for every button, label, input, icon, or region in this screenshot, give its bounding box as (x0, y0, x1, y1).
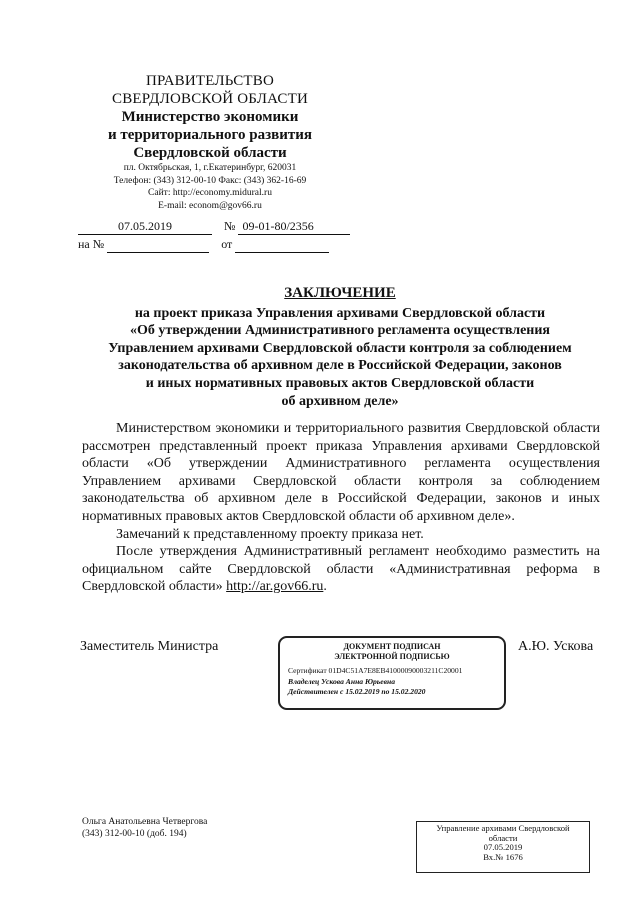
executor-info (82, 817, 207, 840)
paragraph-1: Министерством экономики и территориального развития Свердловской области рассмотрен представленный проект приказа Управления архивами Свердловской области «Об утверждении Административного регламента осуществления Управлением архивами Свердловской области контроля за соблюдением законодательства об архивном деле в Российской Федерации, законов и иных нормативных правовых актов Свердловской области об архивном деле». (82, 421, 600, 524)
incoming-registration-stamp (416, 821, 590, 873)
registration-number: 09-01-80/2356 (238, 219, 350, 235)
website: Сайт: http://economy.midural.ru (148, 188, 272, 198)
stamp-heading-1: ДОКУМЕНТ ПОДПИСАН (343, 642, 441, 651)
stamp-validity: Действителен с 15.02.2019 по 15.02.2020 (288, 687, 426, 696)
registration-date: 07.05.2019 (78, 219, 212, 235)
title-line: на проект приказа Управления архивами Свердловской области (134, 305, 546, 321)
paragraph-2: Замечаний к представленному проекту приказа нет. (116, 526, 424, 542)
ministry-line-3: Свердловской области (133, 145, 287, 161)
number-label: № (224, 219, 236, 233)
incoming-date: 07.05.2019 (483, 842, 523, 853)
title-line: об архивном деле» (281, 393, 399, 409)
stamp-certificate: Сертификат 01D4C51A7E8EB41000090003211C20001 (288, 666, 463, 675)
title-line: законодательства об архивном деле в Российской Федерации, законов (118, 358, 562, 374)
title-line: Управлением архивами Свердловской области контроля за соблюдением (108, 340, 572, 356)
incoming-org-line-1: Управление архивами Свердловской (436, 823, 570, 833)
stamp-heading-2: ЭЛЕКТРОННОЙ ПОДПИСЬЮ (334, 652, 450, 661)
from-label: от (221, 237, 233, 251)
incoming-number: Вх.№ 1676 (483, 851, 523, 862)
title-main: ЗАКЛЮЧЕНИЕ (284, 285, 396, 301)
signer-name: А.Ю. Ускова (518, 639, 594, 654)
government-line-1: ПРАВИТЕЛЬСТВО (145, 73, 275, 89)
email: E-mail: econom@gov66.ru (158, 200, 262, 211)
government-line-2: СВЕРДЛОВСКОЙ ОБЛАСТИ (111, 91, 308, 107)
registration-row (78, 219, 350, 235)
ar-gov66-link[interactable]: http://ar.gov66.ru (226, 579, 324, 595)
electronic-signature-stamp (278, 636, 506, 710)
title-line: «Об утверждении Административного регламента осуществления (129, 323, 550, 339)
ministry-line-2: и территориального развития (108, 127, 312, 143)
ministry-line-1: Министерство экономики (121, 109, 299, 125)
executor-phone: (343) 312-00-10 (доб. 194) (82, 828, 187, 839)
paragraph-3-end: . (323, 579, 327, 595)
stamp-owner: Владелец Ускова Анна Юрьевна (288, 676, 396, 686)
paragraph-3 (82, 543, 600, 596)
title-line: и иных нормативных правовых актов Свердловской области (145, 375, 535, 391)
letterhead (60, 72, 360, 212)
document-title (60, 285, 620, 410)
address: пл. Октябрьская, 1, г.Екатеринбург, 620031 (123, 163, 297, 173)
reference-row (78, 237, 329, 253)
signer-position: Заместитель Министра (80, 639, 219, 654)
ref-label: на № (78, 237, 105, 251)
document-body (82, 420, 600, 596)
phones: Телефон: (343) 312-00-10 Факс: (343) 362-16-69 (113, 175, 307, 186)
incoming-org-line-2: области (488, 832, 518, 843)
paragraph-3-text: После утверждения Административный регламент необходимо разместить на официальном сайте Свердловской области «Административная реформа в Свердловской области» (82, 544, 600, 595)
executor-name: Ольга Анатольевна Четвергова (82, 817, 208, 827)
